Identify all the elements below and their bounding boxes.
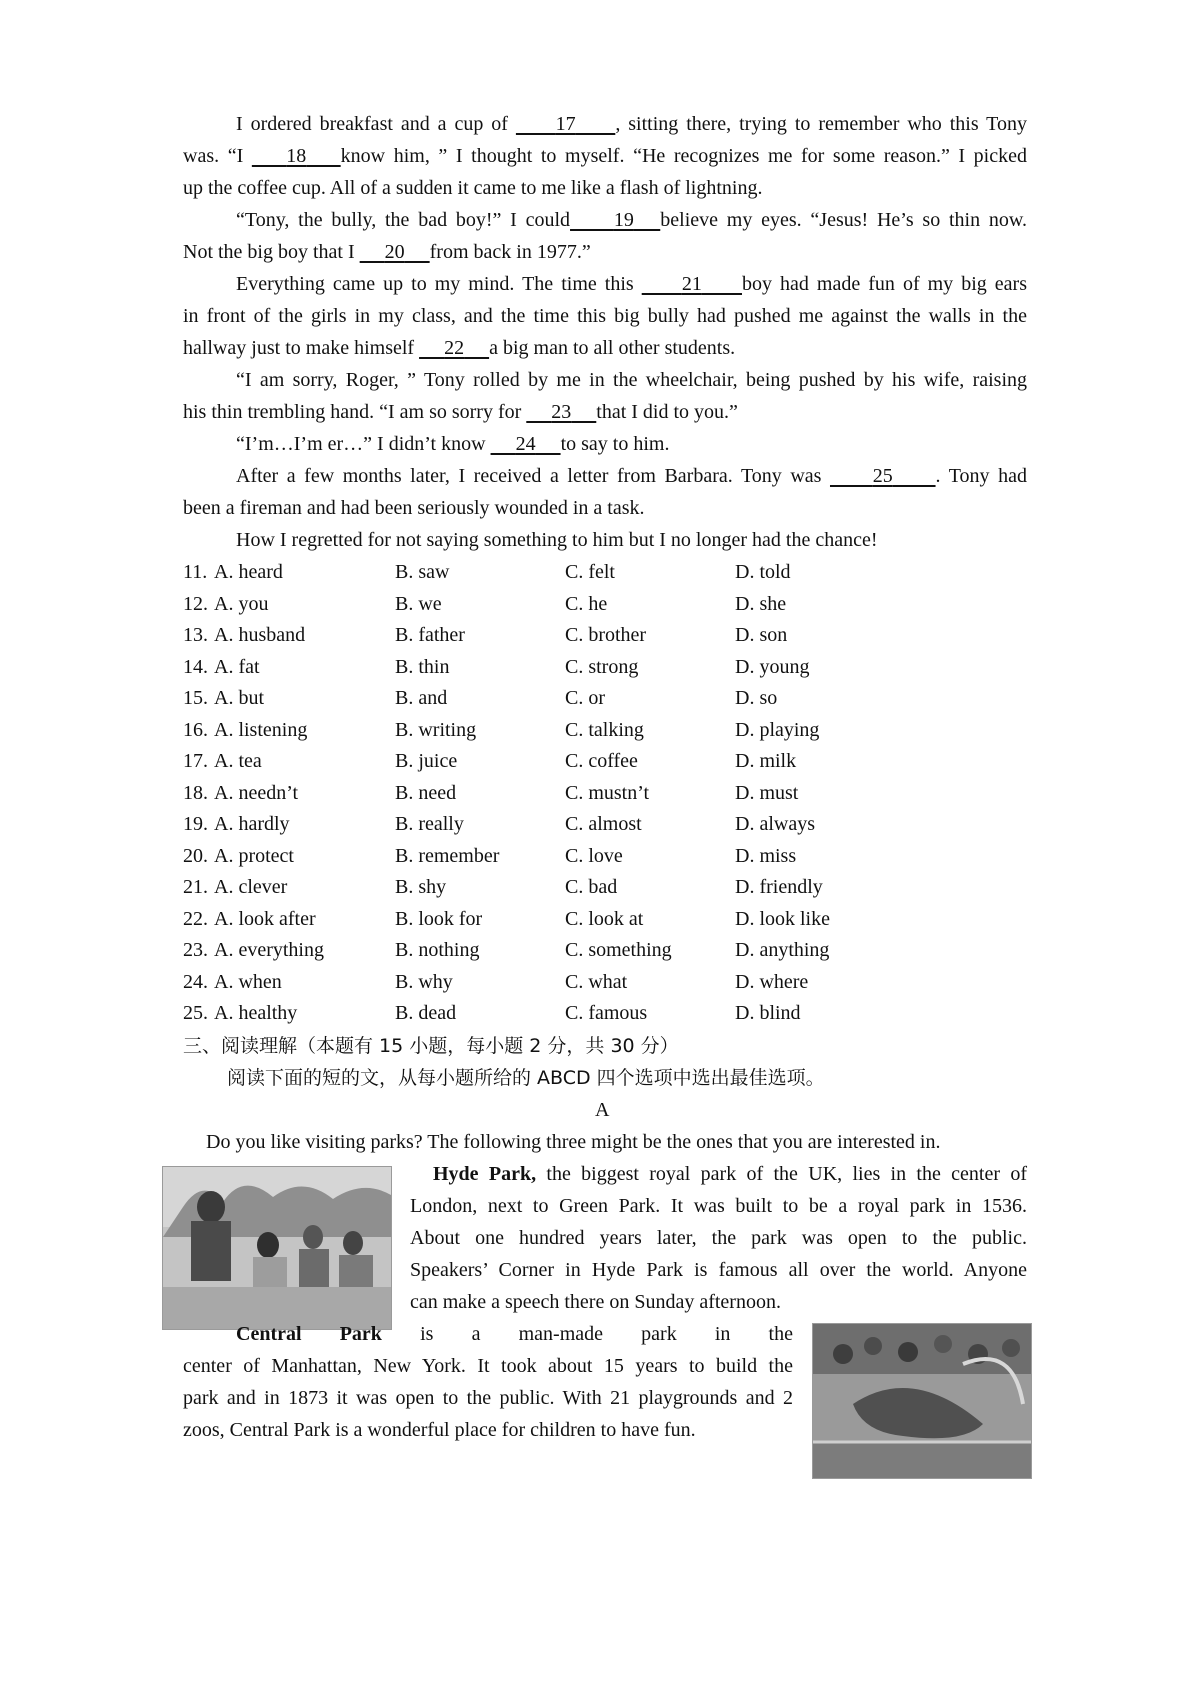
option-c: C. strong — [565, 655, 639, 678]
option-a: A. look after — [214, 907, 316, 930]
question-number: 23. — [183, 939, 208, 961]
option-a: A. when — [214, 970, 282, 993]
question-number: 12. — [183, 592, 208, 615]
passage-intro: Do you like visiting parks? The following three might be the ones that you are interested in. — [206, 1131, 941, 1153]
passage-line: I ordered breakfast and a cup of 17 , sitting there, trying to remember who this Tony — [236, 113, 1028, 135]
question-number: 17. — [183, 750, 208, 772]
central-park-line: center of Manhattan, New York. It took about 15 years to build the — [183, 1355, 793, 1377]
option-b: B. look for — [395, 907, 483, 930]
option-b: B. father — [395, 624, 465, 646]
option-d: D. so — [735, 687, 778, 709]
option-d: D. must — [735, 781, 799, 804]
passage-line: Everything came up to my mind. The time this 21 boy had made fun of my big ears — [236, 273, 1027, 295]
option-c: C. look at — [565, 907, 644, 930]
passage-line: his thin trembling hand. “I am so sorry for 23 that I did to you.” — [183, 401, 738, 423]
option-c: C. something — [565, 939, 672, 961]
hyde-park-line: About one hundred years later, the park was open to the public. — [410, 1227, 1027, 1249]
option-b: B. juice — [395, 750, 458, 772]
option-d: D. she — [735, 592, 787, 615]
hyde-park-line: Hyde Park, the biggest royal park of the UK, lies in the center of — [433, 1163, 1027, 1185]
blank-25: 25 — [872, 465, 893, 487]
passage-line: was. “I 18 know him, ” I thought to myself. “He recognizes me for some reason.” I picked — [183, 145, 1027, 167]
question-number: 20. — [183, 844, 208, 867]
option-d: D. milk — [735, 750, 797, 772]
central-park-line: Central Park is a man-made park in the — [236, 1323, 793, 1345]
option-a: A. protect — [214, 844, 294, 867]
option-d: D. anything — [735, 939, 830, 961]
option-b: B. saw — [395, 561, 450, 583]
question-number: 16. — [183, 718, 208, 741]
option-d: D. young — [735, 655, 810, 678]
question-number: 11. — [183, 561, 208, 583]
option-d: D. friendly — [735, 876, 823, 898]
passage-line: After a few months later, I received a letter from Barbara. Tony was 25 . Tony had — [236, 465, 1027, 487]
option-c: C. what — [565, 970, 628, 993]
option-c: C. mustn’t — [565, 781, 650, 804]
central-park-name: Central Park — [236, 1323, 382, 1345]
blank-23: 23 — [551, 401, 572, 423]
option-b: B. and — [395, 687, 448, 709]
question-number: 15. — [183, 687, 208, 709]
option-d: D. look like — [735, 907, 830, 930]
blank-17: 17 — [555, 113, 576, 135]
option-b: B. nothing — [395, 939, 480, 961]
option-c: C. talking — [565, 718, 644, 741]
option-d: D. told — [735, 561, 791, 583]
option-d: D. miss — [735, 844, 797, 867]
passage-line: “I am sorry, Roger, ” Tony rolled by me in the wheelchair, being pushed by his wife, raising — [236, 369, 1027, 391]
question-number: 25. — [183, 1002, 208, 1024]
question-number: 13. — [183, 624, 208, 646]
option-b: B. thin — [395, 655, 450, 678]
blank-24: 24 — [515, 433, 536, 455]
blank-18: 18 — [286, 145, 307, 167]
option-c: C. or — [565, 687, 605, 709]
hyde-park-line: can make a speech there on Sunday afternoon. — [410, 1291, 781, 1313]
central-park-line: park and in 1873 it was open to the public. With 21 playgrounds and 2 — [183, 1387, 793, 1409]
option-b: B. remember — [395, 844, 500, 867]
passage-line: been a fireman and had been seriously wounded in a task. — [183, 497, 645, 519]
option-c: C. felt — [565, 561, 615, 583]
option-b: B. writing — [395, 718, 477, 741]
option-b: B. we — [395, 592, 442, 615]
option-a: A. but — [214, 687, 264, 709]
option-b: B. need — [395, 781, 457, 804]
option-c: C. love — [565, 844, 623, 867]
option-b: B. really — [395, 813, 464, 835]
question-number: 14. — [183, 655, 208, 678]
passage-line: hallway just to make himself 22 a big man to all other students. — [183, 337, 736, 359]
option-d: D. playing — [735, 718, 820, 741]
question-number: 19. — [183, 813, 208, 835]
option-d: D. where — [735, 970, 809, 993]
blank-19: 19 — [613, 209, 634, 231]
option-a: A. hardly — [214, 813, 290, 835]
hyde-park-line: Speakers’ Corner in Hyde Park is famous all over the world. Anyone — [410, 1259, 1027, 1281]
option-a: A. you — [214, 592, 269, 615]
central-park-photo — [812, 1323, 1032, 1479]
option-a: A. needn’t — [214, 781, 299, 804]
hyde-park-name: Hyde Park, — [433, 1163, 537, 1185]
option-b: B. dead — [395, 1002, 457, 1024]
hyde-park-photo-image — [163, 1167, 391, 1329]
blank-21: 21 — [681, 273, 702, 295]
option-a: A. everything — [214, 939, 324, 961]
passage-line: Not the big boy that I 20 from back in 1977.” — [183, 241, 591, 263]
option-a: A. tea — [214, 750, 262, 772]
option-d: D. always — [735, 813, 815, 835]
option-a: A. clever — [214, 876, 288, 898]
option-c: C. coffee — [565, 750, 638, 772]
option-a: A. heard — [214, 561, 283, 583]
option-a: A. healthy — [214, 1002, 298, 1024]
central-park-photo-image — [813, 1324, 1031, 1478]
option-c: C. he — [565, 592, 608, 615]
section-instruction: 阅读下面的短的文，从每小题所给的 ABCD 四个选项中选出最佳选项。 — [227, 1067, 825, 1089]
option-a: A. listening — [214, 718, 308, 741]
passage-line: “I’m…I’m er…” I didn’t know 24 to say to him. — [236, 433, 670, 455]
hyde-park-photo — [162, 1166, 392, 1330]
blank-20: 20 — [384, 241, 405, 263]
passage-line: up the coffee cup. All of a sudden it came to me like a flash of lightning. — [183, 177, 763, 199]
option-c: C. famous — [565, 1002, 648, 1024]
question-number: 24. — [183, 970, 208, 993]
option-d: D. blind — [735, 1002, 801, 1024]
option-c: C. brother — [565, 624, 647, 646]
option-d: D. son — [735, 624, 788, 646]
section-heading: 三、阅读理解（本题有 15 小题，每小题 2 分，共 30 分） — [183, 1035, 679, 1057]
option-a: A. husband — [214, 624, 306, 646]
passage-line: “Tony, the bully, the bad boy!” I could 19 believe my eyes. “Jesus! He’s so thin now. — [236, 209, 1028, 231]
hyde-park-line: London, next to Green Park. It was built to be a royal park in 1536. — [410, 1195, 1027, 1217]
question-number: 18. — [183, 781, 208, 804]
option-b: B. why — [395, 970, 453, 993]
blank-22: 22 — [444, 337, 465, 359]
option-a: A. fat — [214, 655, 260, 678]
passage-line: in front of the girls in my class, and the time this big bully had pushed me against the walls in the — [183, 305, 1027, 327]
option-c: C. bad — [565, 876, 618, 898]
option-c: C. almost — [565, 813, 642, 835]
option-b: B. shy — [395, 876, 447, 898]
question-number: 21. — [183, 876, 208, 898]
central-park-line: zoos, Central Park is a wonderful place for children to have fun. — [183, 1419, 696, 1441]
passage-line: How I regretted for not saying something to him but I no longer had the chance! — [236, 529, 878, 551]
question-number: 22. — [183, 907, 208, 930]
passage-label: A — [595, 1099, 610, 1121]
